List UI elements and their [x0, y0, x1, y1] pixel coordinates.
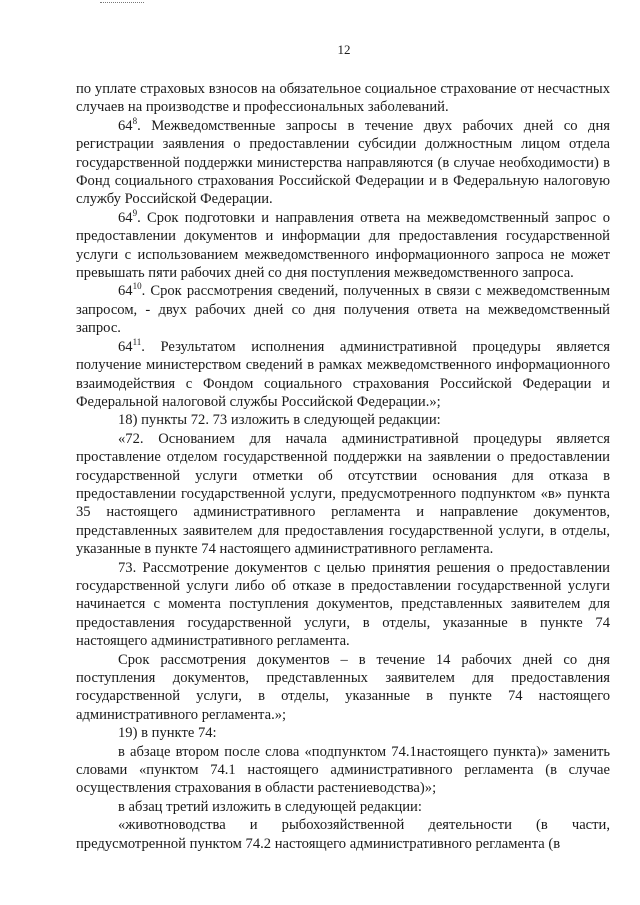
paragraph-64-11 — [76, 338, 610, 412]
paragraph-text: 73. Рассмотрение документов с целью принятия решения о предоставлении государственной услуги либо об отказе в предоставлении государственной услуги начинается с момента поступления документов, представленных заявителем для предоставления государственной услуги, в отделы, указанные в пункте 74 настоящего административного регламента. — [76, 559, 610, 650]
paragraph-third-abzac — [76, 798, 610, 816]
paragraph-64-8 — [76, 117, 610, 209]
paragraph-review-period — [76, 651, 610, 725]
paragraph-64-10 — [76, 282, 610, 337]
clause-number: 64 — [118, 117, 133, 134]
paragraph-text: в абзаце втором после слова «подпунктом 74.1настоящего пункта)» заменить словами «пунктом 74.1 настоящего административного регламента (в случае осуществления страхования в области растениеводства)»; — [76, 743, 610, 797]
clause-superscript: 9 — [132, 207, 138, 218]
paragraph-73 — [76, 559, 610, 651]
paragraph-text: 18) пункты 72. 73 изложить в следующей редакции: — [118, 412, 441, 429]
clause-number: 64 — [118, 283, 133, 300]
page-number: 12 — [337, 42, 351, 57]
paragraph-item-18 — [76, 411, 610, 429]
paragraph-text: по уплате страховых взносов на обязательное социальное страхование от несчастных случаев на производстве и профессиональных заболеваний. — [76, 81, 610, 116]
paragraph-text: Срок рассмотрения документов – в течение 14 рабочих дней со дня поступления документов, представленных заявителем для предоставления государственной услуги, в отделы, указанные в пункте 74 настоящего административного регламента.»; — [76, 651, 610, 723]
clause-number: 64 — [118, 209, 133, 226]
paragraph-text: 19) в пункте 74: — [118, 725, 217, 742]
document-page — [76, 38, 610, 853]
clause-superscript: 8 — [132, 115, 138, 126]
paragraph-text: «72. Основанием для начала административной процедуры является проставление отделом государственной поддержки на заявлении о предоставлении государственной услуги отметки об отсутствии основания для отказа в предоставлении государственной услуги, предусмотренного подпунктом «в» пункта 35 настоящего административного регламента и направление документов, представленных заявителем для предоставления государственной услуги, в отделы, указанные в пункте 74 настоящего административного регламента. — [76, 430, 610, 558]
paragraph-text: . Срок подготовки и направления ответа на межведомственный запрос о предоставлении документов и информации для предоставления государственной услуги с использованием межведомственного информационного запроса не может превышать пяти рабочих дней со дня поступления межведомственного запроса. — [76, 209, 610, 282]
paragraph-72 — [76, 430, 610, 559]
paragraph-item-19 — [76, 724, 610, 742]
clause-superscript: 10 — [132, 281, 142, 292]
clause-number: 64 — [118, 338, 133, 355]
paragraph-livestock — [76, 816, 610, 853]
paragraph-text: . Результатом исполнения административной процедуры является получение министерством сведений в рамках межведомственного информационного взаимодействия с Фондом социального страхования Российской Федерации и Федеральной налоговой службы Российской Федерации.»; — [76, 338, 610, 410]
paragraph-text: в абзац третий изложить в следующей редакции: — [118, 798, 422, 815]
paragraph-second-abzac — [76, 743, 610, 798]
scan-mark — [100, 2, 144, 6]
paragraph-text: . Срок рассмотрения сведений, полученных в связи с межведомственным запросом, - двух рабочих дней со дня получения ответа на межведомственный запрос. — [76, 283, 610, 337]
paragraph-text: «животноводства и рыбохозяйственной деятельности (в части, предусмотренной пунктом 74.2 настоящего административного регламента (в — [76, 817, 610, 852]
paragraph-0 — [76, 80, 610, 117]
paragraph-text: . Межведомственные запросы в течение двух рабочих дней со дня регистрации заявления о предоставлении субсидии должностным лицом отдела государственной поддержки министерства направляются (в случае необходимости) в Фонд социального страхования Российской Федерации и в Федеральную налоговую службу Российской Федерации. — [76, 117, 610, 208]
paragraph-64-9 — [76, 209, 610, 283]
clause-superscript: 11 — [132, 336, 142, 347]
